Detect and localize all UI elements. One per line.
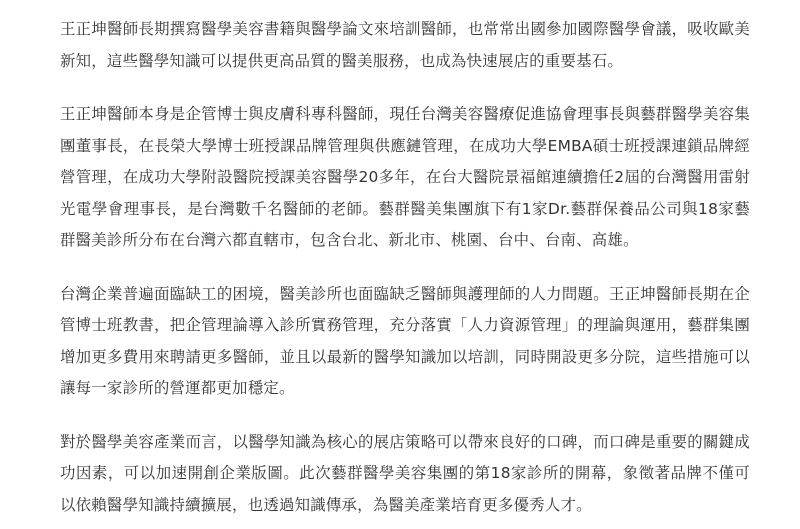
paragraph-2: 王正坤醫師本身是企管博士與皮膚科專科醫師，現任台灣美容醫療促進協會理事長與藝群醫學美容集團董事長，在長榮大學博士班授課品牌管理與供應鏈管理，在成功大學EMBA碩士班授課連鎖品牌經營管理，在成功大學附設醫院授課美容醫學20多年，在台大醫院景福館連續擔任2屆的台灣醫用雷射光電學會理事長，是台灣數千名醫師的老師。藝群醫美集團旗下有1家Dr.藝群保養品公司與18家藝群醫美診所分布在台灣六都直轄市，包含台北、新北市、桃園、台中、台南、高雄。 xyxy=(60,105,750,249)
article-body xyxy=(60,14,750,521)
paragraph-4: 對於醫學美容產業而言，以醫學知識為核心的展店策略可以帶來良好的口碑，而口碑是重要的關鍵成功因素，可以加速開創企業版圖。此次藝群醫學美容集團的第18家診所的開幕，象徵著品牌不僅可以依賴醫學知識持續擴展，也透過知識傳承，為醫美產業培育更多優秀人才。 xyxy=(60,432,750,514)
paragraph-1: 王正坤醫師長期撰寫醫學美容書籍與醫學論文來培訓醫師，也常常出國參加國際醫學會議，吸收歐美新知，這些醫學知識可以提供更高品質的醫美服務，也成為快速展店的重要基石。 xyxy=(60,20,750,70)
paragraph-3: 台灣企業普遍面臨缺工的困境，醫美診所也面臨缺乏醫師與護理師的人力問題。王正坤醫師長期在企管博士班教書，把企管理論導入診所實務管理，充分落實「人力資源管理」的理論與運用，藝群集團增加更多費用來聘請更多醫師，並且以最新的醫學知識加以培訓，同時開設更多分院，這些措施可以讓每一家診所的營運都更加穩定。 xyxy=(60,284,750,397)
